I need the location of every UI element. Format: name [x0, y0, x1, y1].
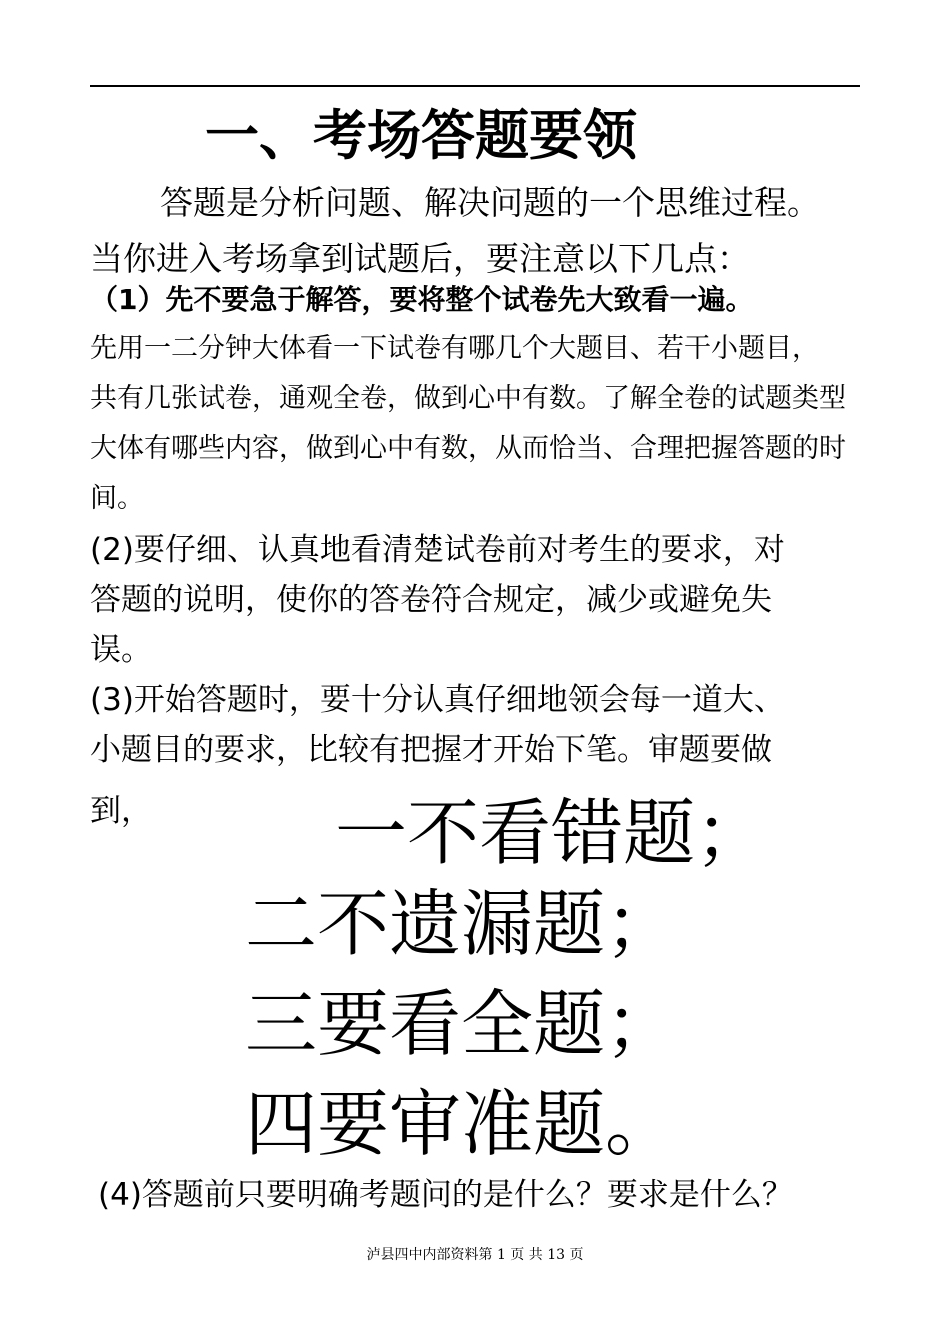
section-1-line: 先用一二分钟大体看一下试卷有哪几个大题目、若干小题目， [90, 333, 819, 364]
review-rule-1: 一不看错题； [335, 791, 768, 875]
intro-paragraph [90, 175, 865, 287]
intro-line-2: 当你进入考场拿到试题后，要注意以下几点： [90, 239, 750, 278]
section-4-line: (4)答题前只要明确考题问的是什么？要求是什么？ [98, 1177, 793, 1213]
section-2-line: (2)要仔细、认真地看清楚试卷前对考生的要求，对 [90, 532, 785, 568]
section-1-line: 大体有哪些内容，做到心中有数，从而恰当、合理把握答题的时 [90, 433, 846, 464]
review-rule-4: 四要审准题。 [245, 1082, 678, 1166]
intro-line-1: 答题是分析问题、解决问题的一个思维过程。 [160, 183, 820, 222]
review-rule-lead: 到， [90, 793, 152, 829]
section-3-line: (3)开始答题时，要十分认真仔细地领会每一道大、 [90, 682, 785, 718]
page-title: 一、考场答题要领 [205, 104, 637, 167]
section-2-paragraph [90, 525, 865, 675]
section-3-paragraph [90, 675, 865, 775]
section-2-line: 误。 [90, 632, 152, 668]
section-2-line: 答题的说明，使你的答卷符合规定，减少或避免失 [90, 582, 772, 618]
section-3-line: 小题目的要求，比较有把握才开始下笔。审题要做 [90, 732, 772, 768]
review-rule-first-row [90, 785, 768, 875]
header-rule [90, 85, 860, 87]
section-1-body [90, 324, 865, 524]
review-rule-2: 二不遗漏题； [245, 882, 678, 966]
section-1-line: 共有几张试卷，通观全卷，做到心中有数。了解全卷的试题类型 [90, 383, 846, 414]
section-1-line: 间。 [90, 483, 144, 514]
review-rule-3: 三要看全题； [245, 982, 678, 1066]
page-footer: 泸县四中内部资料第 1 页 共 13 页 [366, 1247, 584, 1263]
section-1-heading: （1）先不要急于解答，要将整个试卷先大致看一遍。 [90, 283, 754, 316]
